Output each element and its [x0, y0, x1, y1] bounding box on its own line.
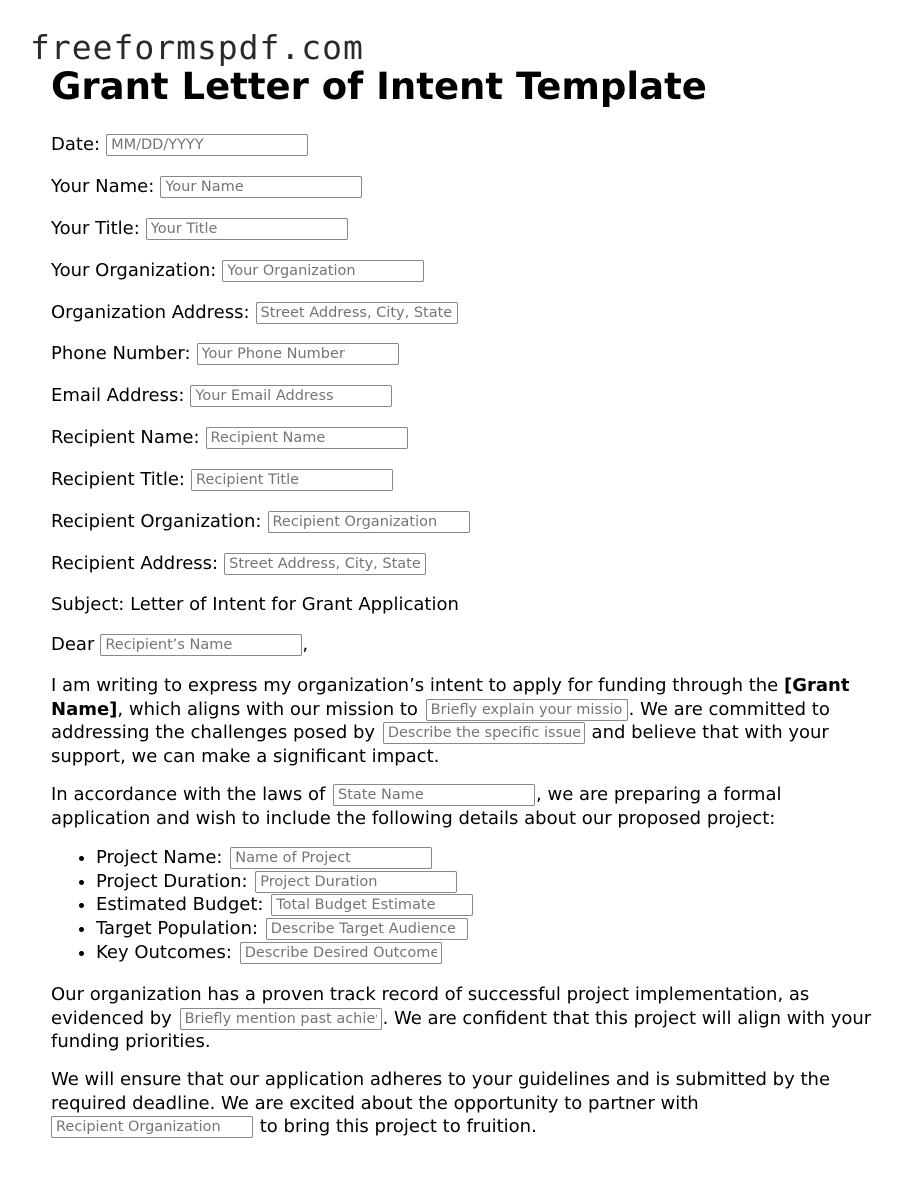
- recipient-name-input[interactable]: [206, 427, 408, 449]
- email-address-input[interactable]: [190, 385, 392, 407]
- track-record-text-2: . We are confident that this project will align with your funding priorities.: [51, 1007, 872, 1052]
- closing-paragraph: [51, 1068, 881, 1139]
- recipient-name-label: Recipient Name:: [51, 427, 200, 448]
- your-title-row: [51, 217, 348, 241]
- achievements-input[interactable]: [180, 1008, 382, 1030]
- list-item: [96, 893, 473, 917]
- subject-line: [51, 593, 459, 617]
- key-outcomes-label: Key Outcomes:: [96, 941, 232, 963]
- closing-text-2: to bring this project to fruition.: [259, 1116, 537, 1137]
- track-record-paragraph: [51, 983, 881, 1054]
- recipient-organization-input[interactable]: [268, 511, 470, 533]
- recipient-address-row: [51, 552, 426, 576]
- list-item: [96, 846, 473, 870]
- recipient-title-row: [51, 468, 393, 492]
- project-name-input[interactable]: [230, 847, 432, 869]
- subject-text: Subject: Letter of Intent for Grant Application: [51, 594, 459, 615]
- issue-input[interactable]: [383, 722, 585, 744]
- salutation-row: [51, 633, 308, 657]
- list-item: [96, 941, 473, 965]
- organization-address-label: Organization Address:: [51, 302, 250, 323]
- key-outcomes-input[interactable]: [240, 942, 442, 964]
- date-label: Date:: [51, 134, 101, 155]
- intent-paragraph: [51, 674, 881, 768]
- organization-address-row: [51, 301, 458, 325]
- date-row: [51, 133, 308, 157]
- salutation-suffix: ,: [302, 634, 309, 655]
- recipient-address-input[interactable]: [224, 553, 426, 575]
- grant-name-bold: [Grant Name]: [51, 675, 850, 720]
- recipient-name-row: [51, 426, 408, 450]
- your-organization-input[interactable]: [222, 260, 424, 282]
- your-organization-row: [51, 259, 424, 283]
- recipient-title-input[interactable]: [191, 469, 393, 491]
- your-organization-label: Your Organization:: [51, 260, 217, 281]
- salutation-recipient-input[interactable]: [100, 634, 302, 656]
- organization-address-input[interactable]: [256, 302, 458, 324]
- recipient-address-label: Recipient Address:: [51, 553, 219, 574]
- partner-organization-input[interactable]: [51, 1116, 253, 1138]
- recipient-organization-row: [51, 510, 470, 534]
- target-population-input[interactable]: [266, 918, 468, 940]
- email-address-label: Email Address:: [51, 385, 185, 406]
- phone-number-input[interactable]: [197, 343, 399, 365]
- target-population-label: Target Population:: [96, 918, 259, 940]
- project-details-list: [51, 846, 473, 965]
- your-title-label: Your Title:: [51, 218, 140, 239]
- your-name-input[interactable]: [160, 176, 362, 198]
- intent-text-4: and believe that with your support, we can make a significant impact.: [51, 722, 829, 767]
- your-name-row: [51, 175, 362, 199]
- email-address-row: [51, 384, 392, 408]
- state-text-2: , we are preparing a formal application and wish to include the following details about our proposed project:: [51, 784, 782, 829]
- project-name-label: Project Name:: [96, 847, 223, 868]
- list-item: [96, 917, 473, 941]
- mission-input[interactable]: [426, 699, 628, 721]
- intent-text-2: , which aligns with our mission to: [117, 698, 418, 720]
- state-input[interactable]: [333, 784, 535, 806]
- phone-number-row: [51, 342, 399, 366]
- page-title: Grant Letter of Intent Template: [51, 65, 707, 108]
- intent-text-1: I am writing to express my organization’s intent to apply for funding through the: [51, 675, 784, 696]
- phone-number-label: Phone Number:: [51, 343, 191, 364]
- recipient-organization-label: Recipient Organization:: [51, 511, 262, 532]
- site-watermark: freeformspdf.com: [30, 28, 364, 67]
- your-name-label: Your Name:: [51, 176, 155, 197]
- state-paragraph: [51, 783, 881, 830]
- track-record-text-1: Our organization has a proven track record of successful project implementation, as evidenced by: [51, 984, 810, 1029]
- project-duration-input[interactable]: [255, 871, 457, 893]
- list-item: [96, 870, 473, 894]
- salutation-prefix: Dear: [51, 634, 95, 655]
- closing-text-1: We will ensure that our application adheres to your guidelines and is submitted by the required deadline. We are excited about the opportunity to partner with: [51, 1069, 831, 1114]
- your-title-input[interactable]: [146, 218, 348, 240]
- intent-text-3: . We are committed to addressing the challenges posed by: [51, 698, 830, 743]
- estimated-budget-label: Estimated Budget:: [96, 894, 264, 916]
- project-duration-label: Project Duration:: [96, 870, 248, 892]
- date-input[interactable]: [106, 134, 308, 156]
- state-text-1: In accordance with the laws of: [51, 784, 326, 805]
- recipient-title-label: Recipient Title:: [51, 469, 185, 490]
- estimated-budget-input[interactable]: [271, 894, 473, 916]
